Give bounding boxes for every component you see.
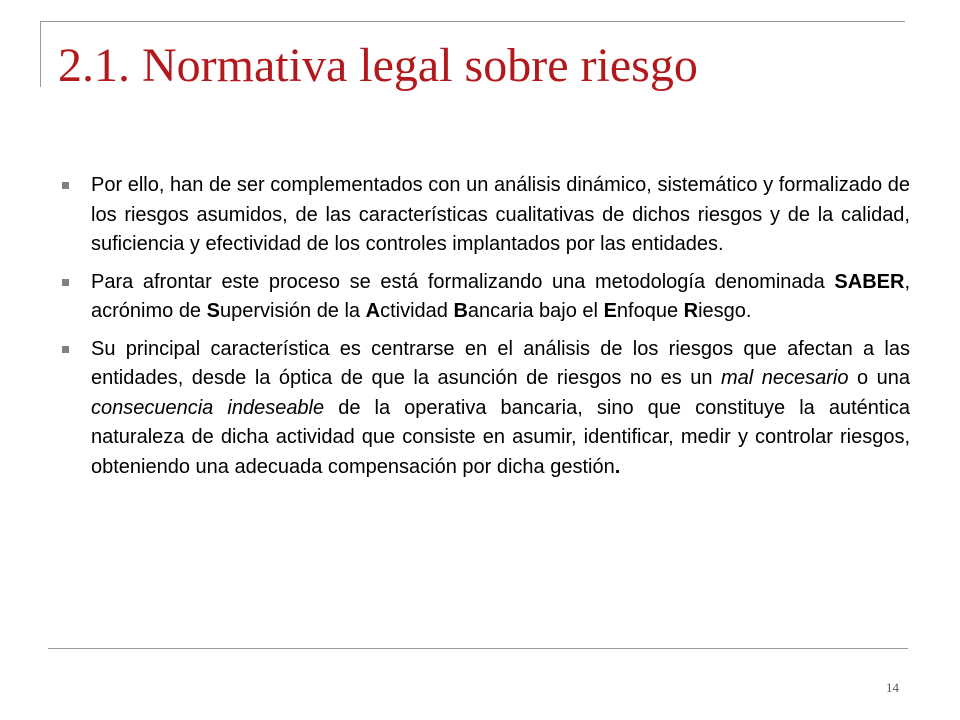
acronym-letter-r: R [683, 300, 699, 322]
text-segment: upervisión de la [219, 300, 366, 322]
text-segment: ancaria bajo el [467, 300, 604, 322]
text-segment: o una [848, 367, 910, 389]
italic-phrase: consecuencia indeseable [91, 396, 325, 419]
page-number: 14 [886, 680, 899, 695]
square-bullet-icon [62, 182, 69, 189]
acronym-letter-a: A [365, 300, 381, 322]
bullet-text-3 [91, 338, 910, 478]
text-segment: ctividad [380, 300, 454, 322]
bullet-text-1 [91, 174, 910, 255]
bottom-divider [48, 648, 908, 649]
text-segment: , acrónimo de [91, 270, 910, 322]
acronym-letter-e: E [603, 300, 617, 322]
bullet-item-1 [58, 171, 910, 260]
text-segment: Su principal característica es centrarse en el análisis de los riesgos que afectan a las entidades, desde la óptica de que la asunción de riesgos no es un [91, 337, 910, 389]
left-accent-divider [40, 21, 41, 87]
bullet-list [58, 171, 910, 490]
text-segment: iesgo. [698, 300, 752, 322]
slide-title: 2.1. Normativa legal sobre riesgo [58, 39, 698, 92]
text-segment: Para afrontar este proceso se está formalizando una metodología denominada [91, 270, 835, 293]
bullet-text-2 [91, 271, 910, 323]
square-bullet-icon [62, 279, 69, 286]
text-segment: Por ello, han de ser complementados con un análisis dinámico, sistemático y formalizado de los riesgos asumidos, de las características cualitativas de dichos riesgos y de la calidad, suficiencia y efectividad de los controles implantados por las entidades. [91, 174, 910, 255]
acronym-letter-s: S [206, 300, 220, 322]
bold-period: . [614, 455, 621, 478]
italic-phrase: mal necesario [721, 367, 849, 389]
square-bullet-icon [62, 346, 69, 353]
bullet-item-3 [58, 335, 910, 483]
text-segment: de la operativa bancaria, sino que constituye la auténtica naturaleza de dicha actividad que consiste en asumir, identificar, medir y controlar riesgos, obteniendo una adecuada compensación por dicha gestión [91, 396, 911, 478]
acronym-saber: SABER [834, 270, 905, 293]
top-divider [40, 21, 905, 22]
acronym-letter-b: B [453, 300, 468, 322]
text-segment: nfoque [616, 300, 684, 322]
bullet-item-2 [58, 268, 910, 327]
